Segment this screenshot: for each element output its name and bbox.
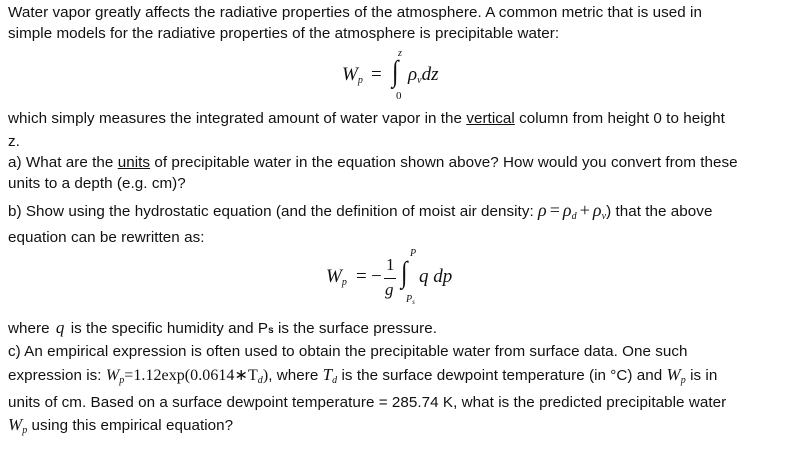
description-text-a: which simply measures the integrated amount of water vapor in the (8, 110, 467, 127)
rewritten-equation (326, 250, 496, 312)
empirical-w-sub: p (119, 375, 125, 386)
density-d-sub: d (571, 211, 577, 222)
empirical-close-paren: ) (262, 367, 269, 384)
where-text-b: is the specific humidity and P (66, 320, 269, 337)
where-line (8, 318, 437, 338)
question-b-line-1 (8, 200, 712, 222)
eq1-upper-limit: z (398, 48, 402, 59)
eq2-w-sub: p (341, 277, 347, 288)
description-line-2: z. (8, 133, 20, 150)
eq2-lower-limit: P (406, 294, 413, 305)
eq1-w: W (342, 64, 358, 85)
eq1-rho-sub: v (417, 75, 422, 86)
density-v-sub: v (601, 211, 607, 222)
precipitable-water-equation (342, 48, 502, 104)
units-underlined: units (117, 154, 151, 171)
vertical-underlined: vertical (466, 110, 515, 127)
moist-air-density-equation (538, 200, 606, 220)
description-line-1 (8, 110, 725, 127)
question-a-text-b: of precipitable water in the equation shown above? How would you convert from these (150, 154, 738, 171)
empirical-rhs: =1.12exp(0.0614∗T (124, 367, 258, 384)
wp2-sub: p (22, 425, 28, 436)
wp-symbol-2 (8, 415, 27, 434)
empirical-w: W (105, 367, 120, 384)
question-c-line-4 (8, 415, 233, 436)
ps-subscript: s (268, 325, 274, 336)
td-t: T (322, 365, 333, 384)
question-a-line-1 (8, 154, 738, 171)
wp-w: W (666, 365, 681, 384)
density-rho: ρ (538, 200, 547, 220)
where-text-c: is the surface pressure. (273, 320, 438, 337)
wp2-w: W (8, 415, 23, 434)
eq2-w: W (326, 266, 342, 287)
question-c-line-2 (8, 365, 717, 386)
eq1-equals: = (371, 64, 382, 85)
eq1-dz: dz (421, 64, 439, 85)
question-b-text-a: b) Show using the hydrostatic equation (and the definition of moist air density: (8, 203, 539, 220)
question-a-line-2: units to a depth (e.g. cm)? (8, 175, 186, 192)
question-c-line-1: c) An empirical expression is often used to obtain the precipitable water from surface data. One such (8, 343, 688, 360)
density-rho-d: ρ (562, 200, 572, 220)
wp-symbol (667, 365, 686, 384)
td-sub: d (332, 375, 338, 386)
description-text-b: column from height 0 to height (514, 110, 725, 127)
intro-line-2: simple models for the radiative properties of the atmosphere is precipitable water: (8, 25, 560, 42)
eq2-upper-limit: P (410, 248, 417, 259)
eq2-minus: − (371, 266, 382, 287)
question-c-line-3: units of cm. Based on a surface dewpoint temperature = 285.74 K, what is the predicted precipitable water (8, 394, 727, 411)
intro-line-1: Water vapor greatly affects the radiative properties of the atmosphere. A common metric that is used in (8, 4, 702, 21)
question-b-text-b: ) that the above (606, 203, 713, 220)
question-c-text-b: , where (268, 367, 323, 384)
question-a-text-a: a) What are the (8, 154, 118, 171)
eq2-lower-limit-sub: s (412, 298, 415, 306)
empirical-t-sub: d (257, 375, 263, 386)
eq2-integral-sign: ∫ (400, 256, 408, 289)
question-c-text-d: is in (685, 367, 718, 384)
eq2-denominator: g (385, 280, 394, 299)
empirical-equation (106, 367, 268, 384)
density-equals: = (549, 200, 560, 220)
wp-sub: p (680, 375, 686, 386)
eq1-w-sub: p (357, 75, 363, 86)
eq2-fraction-bar (384, 278, 396, 279)
question-b-line-2: equation can be rewritten as: (8, 229, 205, 246)
eq2-integrand: q dp (419, 266, 453, 287)
density-plus: + (579, 200, 590, 220)
question-c-text-c: is the surface dewpoint temperature (in °C) and (337, 367, 667, 384)
td-symbol (323, 365, 338, 384)
eq1-integral-sign: ∫ (391, 55, 399, 88)
eq2-numerator: 1 (386, 255, 395, 274)
eq2-equals: = (356, 266, 367, 287)
question-c-text-a: expression is: (8, 367, 106, 384)
eq1-rho: ρ (408, 64, 418, 85)
question-c-text-e: using this empirical equation? (27, 417, 234, 434)
where-text-a: where (8, 320, 54, 337)
eq1-lower-limit: 0 (396, 90, 402, 102)
density-rho-v: ρ (592, 200, 602, 220)
q-symbol: q (55, 318, 65, 337)
